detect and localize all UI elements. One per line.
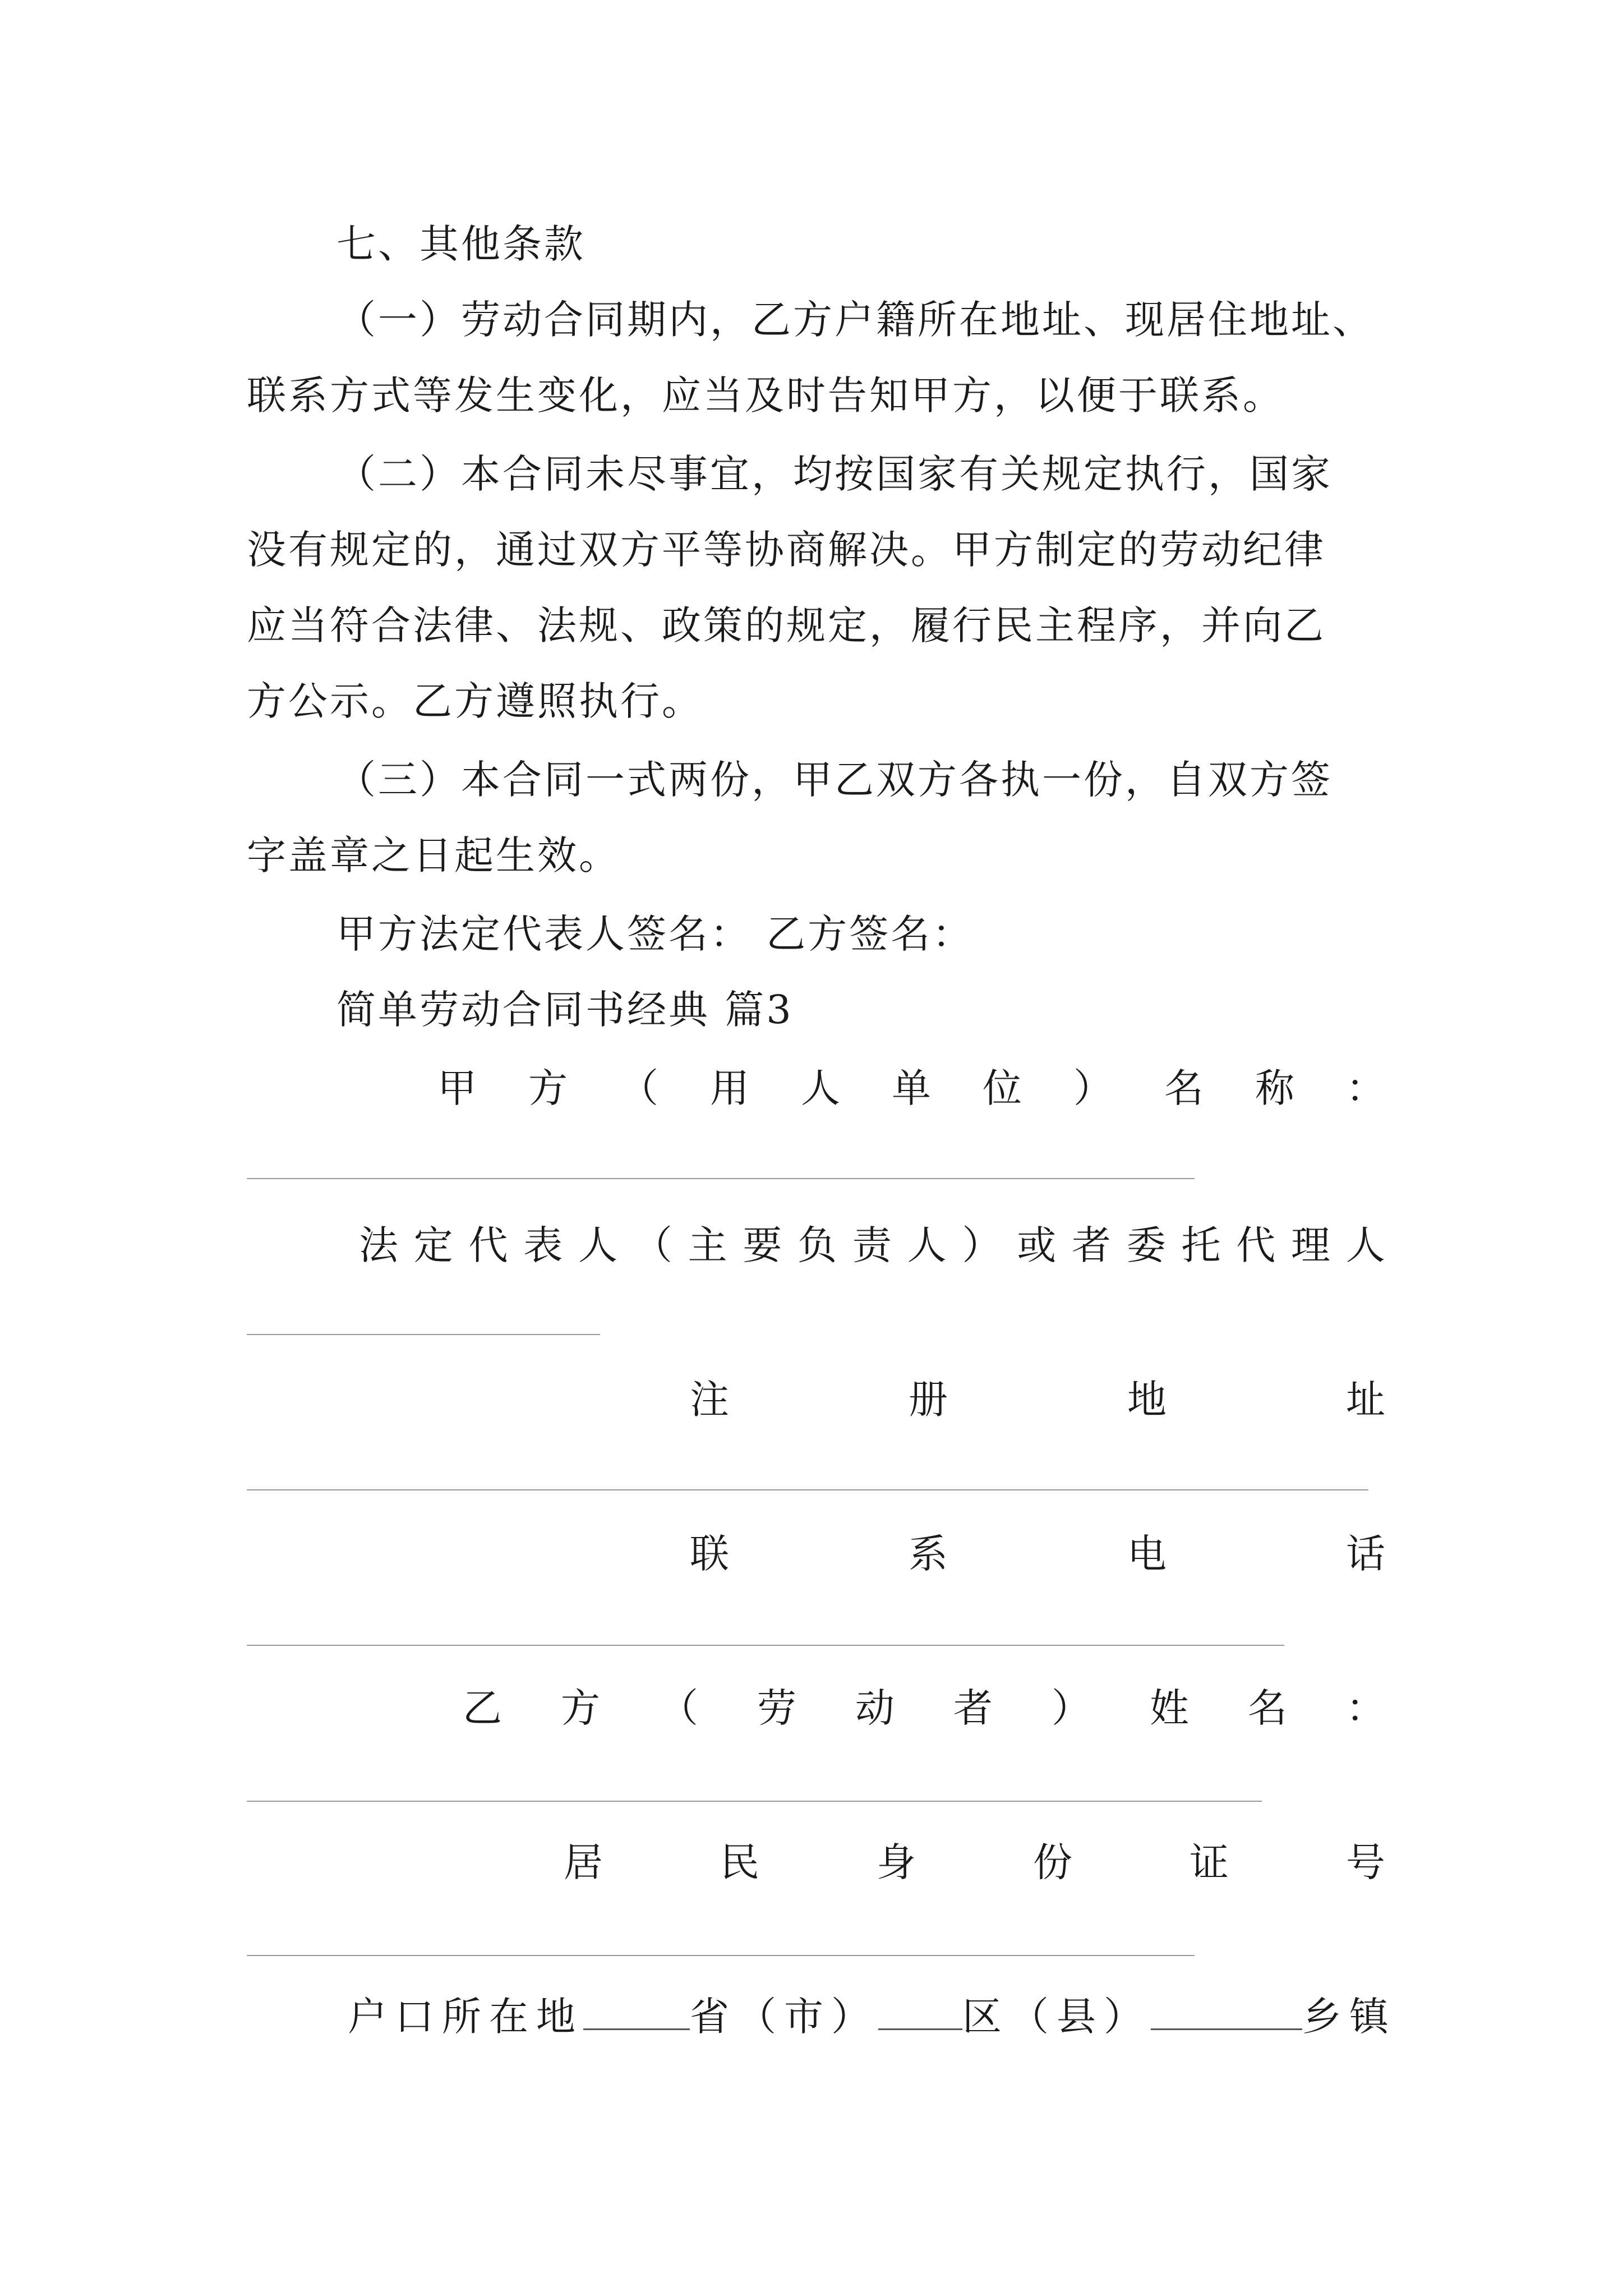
province-blank[interactable]	[583, 1989, 690, 2030]
char: ）	[962, 1222, 1002, 1268]
char: 代	[1236, 1222, 1276, 1268]
signature-line: 甲方法定代表人签名： 乙方签名：	[336, 911, 974, 957]
party-a-name-blank[interactable]	[247, 1178, 1195, 1179]
char: 册	[909, 1377, 948, 1423]
char: 理	[1291, 1222, 1331, 1268]
id-number-blank[interactable]	[247, 1955, 1195, 1956]
char: 系	[909, 1531, 948, 1577]
town-label: 乡镇	[1302, 1994, 1396, 2040]
char: 表	[523, 1222, 563, 1268]
hukou-location-line	[348, 1989, 1396, 2045]
char: 人	[578, 1222, 618, 1268]
party-a-name-label	[437, 1060, 1385, 1116]
char: 份	[1033, 1839, 1072, 1885]
char: 民	[720, 1839, 759, 1885]
char: 姓	[1150, 1685, 1189, 1731]
char: 人	[907, 1222, 947, 1268]
clause-2-line-3: 应当符合法律、法规、政策的规定，履行民主程序，并向乙	[247, 602, 1326, 648]
district-label: 区（县）	[962, 1994, 1151, 2040]
char: ）	[1073, 1065, 1113, 1111]
char: ：	[1346, 1065, 1385, 1111]
char: 方	[561, 1685, 600, 1731]
id-number-label	[564, 1834, 1385, 1890]
char: 人	[1345, 1222, 1385, 1268]
char: 或	[1017, 1222, 1057, 1268]
char: 者	[1071, 1222, 1111, 1268]
char: 位	[983, 1065, 1022, 1111]
char: 负	[797, 1222, 837, 1268]
char: 方	[528, 1065, 568, 1111]
reg-address-label	[690, 1372, 1385, 1428]
legal-rep-label	[359, 1217, 1385, 1273]
char: 称	[1255, 1065, 1294, 1111]
char: 者	[953, 1685, 993, 1731]
char: 责	[852, 1222, 892, 1268]
char: 定	[413, 1222, 453, 1268]
phone-blank[interactable]	[247, 1645, 1284, 1646]
char: ）	[1052, 1685, 1091, 1731]
clause-3-line-2: 字盖章之日起生效。	[247, 832, 620, 878]
char: （	[619, 1065, 658, 1111]
char: 用	[710, 1065, 749, 1111]
char: 劳	[757, 1685, 796, 1731]
char: 电	[1127, 1531, 1166, 1577]
clause-1-line-1: （一）劳动合同期内，乙方户籍所在地址、现居住地址、	[336, 297, 1374, 343]
district-blank[interactable]	[878, 1989, 962, 2030]
char: 委	[1126, 1222, 1166, 1268]
section-title: 简单劳动合同书经典 篇3	[336, 987, 794, 1033]
clause-1-line-2: 联系方式等发生变化，应当及时告知甲方，以便于联系。	[247, 372, 1284, 418]
char: 人	[801, 1065, 840, 1111]
clause-2-line-1: （二）本合同未尽事宜，均按国家有关规定执行，国家	[336, 451, 1332, 497]
char: 要	[743, 1222, 782, 1268]
char: 址	[1346, 1377, 1385, 1423]
char: 甲	[437, 1065, 477, 1111]
char: 联	[690, 1531, 729, 1577]
char: ：	[1346, 1685, 1385, 1731]
char: 名	[1164, 1065, 1204, 1111]
char: 居	[564, 1839, 603, 1885]
party-b-name-blank[interactable]	[247, 1801, 1262, 1802]
clause-3-line-1: （三）本合同一式两份，甲乙双方各执一份，自双方签	[336, 757, 1332, 803]
char: （	[633, 1222, 672, 1268]
char: 法	[359, 1222, 398, 1268]
char: 地	[1127, 1377, 1166, 1423]
party-b-name-label	[463, 1680, 1385, 1736]
province-label: 省（市）	[690, 1994, 878, 2040]
phone-label	[690, 1526, 1385, 1582]
char: 乙	[463, 1685, 502, 1731]
hukou-prefix: 户口所在地	[348, 1994, 583, 2040]
char: 话	[1346, 1531, 1385, 1577]
clause-2-line-2: 没有规定的，通过双方平等协商解决。甲方制定的劳动纪律	[247, 527, 1326, 573]
town-blank[interactable]	[1151, 1989, 1302, 2030]
char: 代	[468, 1222, 508, 1268]
clause-2-line-4: 方公示。乙方遵照执行。	[247, 678, 703, 724]
char: 注	[690, 1377, 729, 1423]
char: 主	[688, 1222, 727, 1268]
section-heading-other-terms: 七、其他条款	[336, 221, 585, 267]
char: 身	[877, 1839, 916, 1885]
char: 名	[1248, 1685, 1287, 1731]
char: （	[659, 1685, 698, 1731]
char: 托	[1181, 1222, 1221, 1268]
legal-rep-blank[interactable]	[247, 1334, 600, 1335]
char: 证	[1189, 1839, 1229, 1885]
reg-address-blank[interactable]	[247, 1489, 1368, 1490]
char: 单	[892, 1065, 931, 1111]
char: 号	[1346, 1839, 1385, 1885]
char: 动	[855, 1685, 895, 1731]
